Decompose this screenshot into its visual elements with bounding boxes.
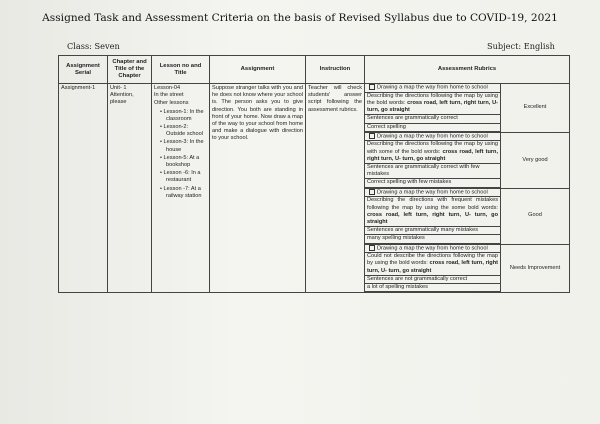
list-item: • Lesson-2: Outside school: [160, 124, 204, 138]
rubric-level-needs-improvement: Needs Improvement: [501, 244, 570, 293]
document-title: Assigned Task and Assessment Criteria on the basis of Revised Syllabus due to COVID-19, 2021: [42, 12, 558, 24]
assessment-table: [58, 55, 570, 293]
checkbox-icon: [369, 189, 375, 195]
rubric-map: Drawing a map the way from home to school: [365, 84, 501, 93]
lesson-title: In the street: [154, 92, 184, 99]
rubric-map: Drawing a map the way from home to school: [365, 188, 501, 197]
list-item: • Lesson-5: At a bookshop: [160, 154, 200, 169]
col-header-assignment: Assignment: [210, 56, 306, 84]
serial-cell: [59, 84, 108, 293]
rubric-spelling: a lot of spelling mistakes: [365, 284, 501, 292]
list-item: • Lesson -6: In a restaurant: [160, 170, 201, 184]
list-item: • Lesson -7: At a railway station: [160, 185, 202, 199]
rubric-grammar: Sentences are not grammatically correct: [365, 275, 501, 283]
rubric-map: Drawing a map the way from home to school: [365, 132, 501, 141]
col-header-lesson: Lesson no and Title: [152, 56, 210, 84]
rubric-spelling: Correct spelling: [365, 123, 501, 131]
col-header-instruction: Instruction: [306, 56, 365, 84]
list-item: • Lesson-1: In the classroom: [160, 108, 204, 122]
rubric-directions: Could not describe the directions following the map by using the bold words: cross road, left turn, right turn, U- turn, go straight: [365, 253, 501, 276]
checkbox-icon: [369, 133, 375, 139]
rubric-map: Drawing a map the way from home to school: [365, 244, 501, 253]
col-header-chapter: Chapter and Title of the Chapter: [108, 56, 152, 84]
other-lessons-label: Other lessons: [154, 100, 189, 107]
assignment-cell: Suppose stranger talks with you and he does not know where your school is. The person asks you to give direction. You both are standing in front of your home. Now draw a map of the way to your school from home and make a dialogue with direction to your school.: [210, 84, 306, 293]
chapter-title: Attention, please: [110, 92, 134, 106]
col-header-serial: Assignment Serial: [59, 56, 108, 84]
table-header-row: [59, 56, 570, 84]
lesson-no: Lesson-04: [154, 85, 181, 91]
chapter-no: Unit- 1: [110, 85, 127, 91]
class-label: Class: Seven: [67, 41, 120, 51]
col-header-rubrics: Assessment Rubrics: [365, 56, 570, 84]
assignment-serial: Assignment-1: [61, 85, 96, 91]
rubric-spelling: many spelling mistakes: [365, 235, 501, 243]
instruction-cell: Teacher will check students' answer script following the assessment rubrics.: [306, 84, 365, 293]
rubric-grammar: Sentences are grammatically correct: [365, 115, 501, 123]
rubric-directions: Describing the directions following the map by using with some of the bold words: cross road, left turn, right turn, U- turn, go straight: [365, 141, 501, 164]
checkbox-icon: [369, 84, 375, 90]
rubric-grammar: Sentences are grammatically many mistakes: [365, 227, 501, 235]
chapter-cell: [108, 84, 152, 293]
list-item: • Lesson-3: In the house: [160, 139, 204, 153]
rubric-level-very-good: Very good: [501, 132, 570, 188]
rubric-directions: Describing the directions with frequent mistakes following the map by using the some bold words: cross road, left turn, right turn, U- turn, go straight: [365, 197, 501, 227]
lesson-cell: [152, 84, 210, 293]
rubric-directions: Describing the directions following the map by using the bold words: cross road, left turn, right turn, U- turn, go straight: [365, 92, 501, 115]
subject-label: Subject: English: [487, 41, 555, 51]
rubric-spelling: Correct spelling with few mistakes: [365, 179, 501, 187]
rubric-grammar: Sentences are grammatically correct with few mistakes: [365, 164, 501, 179]
checkbox-icon: [369, 245, 375, 251]
rubric-level-good: Good: [501, 188, 570, 244]
rubric-level-excellent: Excellent: [501, 84, 570, 133]
table-row: [59, 84, 570, 93]
